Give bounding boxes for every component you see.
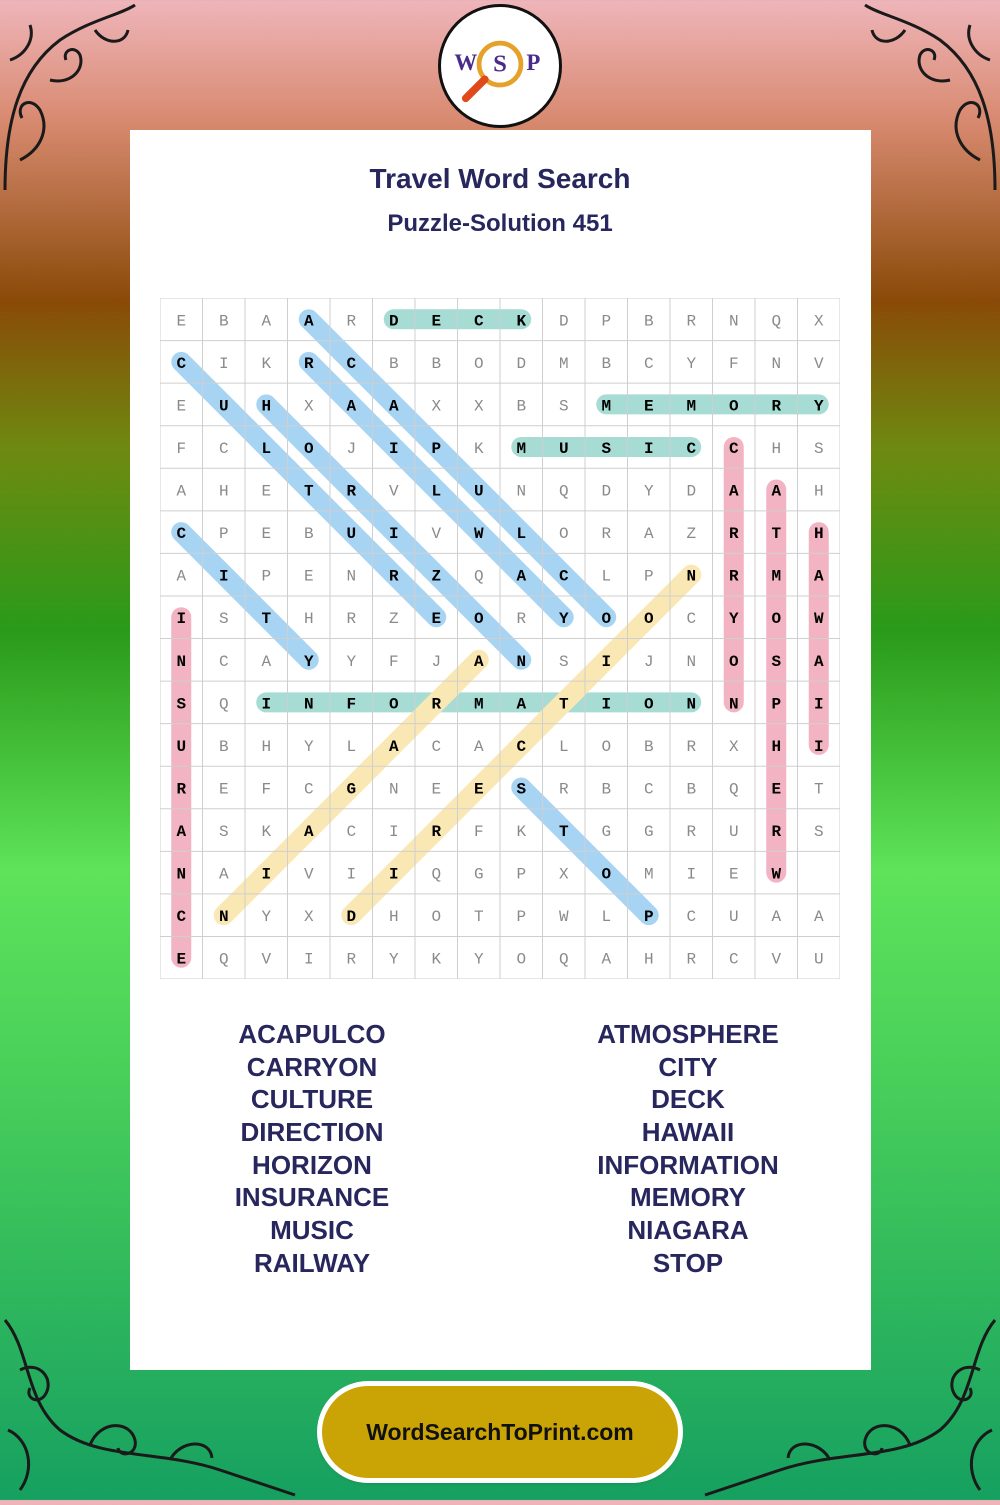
site-link-label: WordSearchToPrint.com — [366, 1418, 634, 1445]
grid-cell-letter: R — [558, 780, 569, 799]
grid-cell-letter: N — [686, 652, 697, 671]
grid-cell-letter: T — [473, 908, 484, 927]
grid-cell-letter: A — [473, 737, 484, 756]
grid-cell-letter: H — [261, 397, 272, 416]
grid-cell-letter: I — [388, 823, 399, 842]
word-list-item: INFORMATION — [597, 1149, 779, 1180]
grid-cell-letter: N — [728, 312, 739, 331]
grid-cell-letter: O — [388, 695, 399, 714]
grid-cell-letter: V — [261, 950, 272, 969]
grid-cell-letter: S — [771, 652, 782, 671]
grid-cell-letter: T — [813, 780, 824, 799]
grid-cell-letter: E — [771, 780, 782, 799]
grid-cell-letter: E — [218, 780, 229, 799]
grid-cell-letter: N — [388, 780, 399, 799]
grid-cell-letter: I — [601, 652, 612, 671]
word-list-item: CITY — [658, 1051, 718, 1082]
grid-cell-letter: P — [771, 695, 782, 714]
grid-cell-letter: E — [176, 950, 187, 969]
grid-cell-letter: X — [728, 737, 739, 756]
grid-cell-letter: A — [176, 823, 187, 842]
grid-cell-letter: W — [813, 610, 824, 629]
grid-cell-letter: V — [771, 950, 782, 969]
grid-cell-letter: O — [516, 950, 527, 969]
grid-cell-letter: O — [601, 865, 612, 884]
grid-cell-letter: R — [516, 610, 527, 629]
grid-cell-letter: N — [686, 567, 697, 586]
grid-cell-letter: A — [176, 482, 187, 501]
grid-cell-letter: F — [176, 439, 187, 458]
grid-cell-letter: P — [601, 312, 612, 331]
grid-cell-letter: S — [218, 610, 229, 629]
grid-cell-letter: U — [728, 908, 739, 927]
grid-cell-letter: Z — [431, 567, 442, 586]
grid-cell-letter: A — [728, 482, 739, 501]
word-list-item: STOP — [652, 1247, 724, 1278]
grid-cell-letter: Y — [346, 652, 357, 671]
grid-cell-letter: C — [643, 780, 654, 799]
grid-cell-letter: H — [388, 908, 399, 927]
grid-cell-letter: N — [728, 695, 739, 714]
grid-cell-letter: O — [558, 525, 569, 544]
grid-cell-letter: K — [473, 439, 484, 458]
grid-cell-letter: B — [643, 312, 654, 331]
grid-cell-letter: C — [686, 610, 697, 629]
grid-cell-letter: Y — [303, 652, 314, 671]
grid-cell-letter: A — [813, 652, 824, 671]
grid-cell-letter: L — [601, 567, 612, 586]
page-title: Travel Word Search — [369, 163, 631, 194]
grid-cell-letter: L — [261, 439, 272, 458]
grid-cell-letter: O — [473, 610, 484, 629]
grid-cell-letter: H — [813, 482, 824, 501]
grid-cell-letter: Q — [218, 950, 229, 969]
grid-cell-letter: Y — [558, 610, 569, 629]
grid-cell-letter: H — [643, 950, 654, 969]
grid-cell-letter: A — [813, 908, 824, 927]
grid-cell-letter: A — [771, 908, 782, 927]
grid-cell-letter: C — [176, 525, 187, 544]
grid-cell-letter: X — [813, 312, 824, 331]
word-search-grid — [160, 298, 840, 979]
grid-cell-letter: R — [346, 610, 357, 629]
grid-cell-letter: U — [728, 823, 739, 842]
logo-letter-w: W — [454, 49, 478, 75]
grid-cell-letter: W — [771, 865, 782, 884]
grid-cell-letter: B — [388, 354, 399, 373]
grid-cell-letter: A — [176, 567, 187, 586]
grid-cell-letter: F — [728, 354, 739, 373]
grid-cell-letter: R — [388, 567, 399, 586]
grid-cell-letter: X — [303, 908, 314, 927]
grid-cell-letter: B — [643, 737, 654, 756]
word-list-item: CULTURE — [250, 1084, 374, 1115]
grid-cell-letter: Q — [218, 695, 229, 714]
grid-cell-letter: Q — [558, 950, 569, 969]
word-list-item: HORIZON — [252, 1149, 372, 1180]
grid-cell-letter: J — [431, 652, 442, 671]
grid-cell-letter: O — [728, 397, 739, 416]
word-list-item: DIRECTION — [240, 1117, 384, 1148]
grid-cell-letter: M — [558, 354, 569, 373]
grid-cell-letter: N — [686, 695, 697, 714]
grid-cell-letter: J — [346, 439, 357, 458]
grid-cell-letter: E — [473, 780, 484, 799]
grid-cell-letter: N — [218, 908, 229, 927]
grid-cell-letter: M — [643, 865, 654, 884]
grid-cell-letter: K — [431, 950, 442, 969]
grid-cell-letter: R — [176, 780, 187, 799]
grid-cell-letter: M — [686, 397, 697, 416]
grid-cell-letter: G — [346, 780, 357, 799]
grid-cell-letter: L — [558, 737, 569, 756]
grid-cell-letter: Y — [813, 397, 824, 416]
grid-cell-letter: R — [346, 312, 357, 331]
grid-cell-letter: E — [261, 482, 272, 501]
grid-cell-letter: A — [388, 397, 399, 416]
grid-cell-letter: U — [813, 950, 824, 969]
grid-cell-letter: H — [261, 737, 272, 756]
grid-cell-letter: E — [176, 397, 187, 416]
grid-cell-letter: I — [218, 354, 229, 373]
grid-cell-letter: U — [218, 397, 229, 416]
grid-cell-letter: T — [303, 482, 314, 501]
grid-cell-letter: E — [303, 567, 314, 586]
grid-cell-letter: S — [516, 780, 527, 799]
grid-cell-letter: A — [218, 865, 229, 884]
grid-cell-letter: S — [813, 823, 824, 842]
grid-cell-letter: L — [516, 525, 527, 544]
grid-cell-letter: B — [218, 312, 229, 331]
grid-cell-letter: Y — [686, 354, 697, 373]
grid-cell-letter: R — [728, 525, 739, 544]
grid-cell-letter: O — [771, 610, 782, 629]
word-list-item: HAWAII — [641, 1117, 735, 1148]
grid-cell-letter: E — [728, 865, 739, 884]
grid-cell-letter: I — [686, 865, 697, 884]
grid-cell-letter: S — [176, 695, 187, 714]
word-list-item: CARRYON — [246, 1051, 378, 1082]
grid-cell-letter: A — [473, 652, 484, 671]
grid-cell-letter: K — [261, 823, 272, 842]
grid-cell-letter: A — [771, 482, 782, 501]
grid-cell-letter: E — [643, 397, 654, 416]
grid-cell-letter: P — [218, 525, 229, 544]
page-subtitle: Puzzle-Solution 451 — [387, 210, 613, 237]
grid-cell-letter: S — [601, 439, 612, 458]
grid-cell-letter: R — [303, 354, 314, 373]
grid-cell-letter: A — [516, 567, 527, 586]
grid-cell-letter: G — [643, 823, 654, 842]
grid-cell-letter: H — [303, 610, 314, 629]
grid-cell-letter: Y — [643, 482, 654, 501]
site-link-button[interactable] — [322, 1386, 678, 1478]
grid-cell-letter: E — [431, 780, 442, 799]
grid-cell-letter: Y — [388, 950, 399, 969]
grid-cell-letter: C — [218, 439, 229, 458]
grid-cell-letter: W — [558, 908, 569, 927]
grid-cell-letter: I — [218, 567, 229, 586]
grid-cell-letter: B — [686, 780, 697, 799]
grid-cell-letter: B — [218, 737, 229, 756]
grid-cell-letter: S — [558, 397, 569, 416]
grid-cell-letter: J — [643, 652, 654, 671]
grid-cell-letter: B — [516, 397, 527, 416]
grid-cell-letter: I — [346, 865, 357, 884]
grid-cell-letter: N — [516, 482, 527, 501]
grid-cell-letter: A — [261, 312, 272, 331]
grid-cell-letter: I — [601, 695, 612, 714]
grid-cell-letter: A — [303, 823, 314, 842]
grid-cell-letter: A — [516, 695, 527, 714]
grid-cell-letter: O — [728, 652, 739, 671]
grid-cell-letter: R — [686, 950, 697, 969]
grid-cell-letter: T — [261, 610, 272, 629]
grid-cell-letter: U — [558, 439, 569, 458]
grid-cell-letter: X — [303, 397, 314, 416]
word-list-item: NIAGARA — [627, 1215, 749, 1246]
grid-cell-letter: U — [346, 525, 357, 544]
grid-cell-letter: R — [771, 823, 782, 842]
grid-cell-letter: Y — [303, 737, 314, 756]
word-list-item: MEMORY — [629, 1182, 747, 1213]
grid-cell-letter: D — [388, 312, 399, 331]
grid-cell-letter: I — [813, 737, 824, 756]
grid-cell-letter: U — [473, 482, 484, 501]
grid-cell-letter: F — [473, 823, 484, 842]
word-list-item: ATMOSPHERE — [597, 1019, 779, 1049]
grid-cell-letter: N — [346, 567, 357, 586]
grid-cell-letter: H — [813, 525, 824, 544]
word-list-item: MUSIC — [270, 1215, 354, 1246]
grid-cell-letter: F — [346, 695, 357, 714]
grid-cell-letter: C — [303, 780, 314, 799]
grid-cell-letter: P — [516, 908, 527, 927]
grid-cell-letter: A — [388, 737, 399, 756]
grid-cell-letter: A — [261, 652, 272, 671]
grid-cell-letter: P — [261, 567, 272, 586]
grid-cell-letter: R — [686, 737, 697, 756]
grid-cell-letter: B — [601, 780, 612, 799]
grid-cell-letter: S — [813, 439, 824, 458]
grid-cell-letter: M — [473, 695, 484, 714]
grid-cell-letter: Q — [473, 567, 484, 586]
grid-cell-letter: L — [431, 482, 442, 501]
grid-cell-letter: M — [516, 439, 527, 458]
grid-cell-letter: O — [303, 439, 314, 458]
word-list-item: DECK — [651, 1084, 725, 1115]
grid-cell-letter: R — [346, 950, 357, 969]
grid-cell-letter: R — [686, 823, 697, 842]
grid-cell-letter: N — [176, 652, 187, 671]
grid-cell-letter: O — [601, 737, 612, 756]
grid-cell-letter: H — [771, 737, 782, 756]
grid-cell-letter: B — [431, 354, 442, 373]
grid-cell-letter: P — [516, 865, 527, 884]
grid-cell-letter: C — [686, 439, 697, 458]
grid-cell-letter: R — [728, 567, 739, 586]
logo-letter-s: S — [493, 50, 507, 78]
grid-cell-letter: Y — [473, 950, 484, 969]
grid-cell-letter: V — [388, 482, 399, 501]
grid-cell-letter: C — [346, 354, 357, 373]
grid-cell-letter: L — [601, 908, 612, 927]
grid-cell-letter: S — [558, 652, 569, 671]
grid-cell-letter: I — [388, 439, 399, 458]
grid-cell-letter: I — [643, 439, 654, 458]
grid-cell-letter: T — [558, 695, 569, 714]
grid-cell-letter: I — [261, 865, 272, 884]
grid-cell-letter: G — [601, 823, 612, 842]
grid-cell-letter: H — [771, 439, 782, 458]
grid-cell-letter: T — [558, 823, 569, 842]
grid-cell-letter: P — [643, 567, 654, 586]
grid-cell-letter: Q — [558, 482, 569, 501]
grid-cell-letter: O — [601, 610, 612, 629]
grid-cell-letter: W — [473, 525, 484, 544]
grid-cell-letter: X — [431, 397, 442, 416]
grid-cell-letter: Q — [728, 780, 739, 799]
grid-cell-letter: C — [516, 737, 527, 756]
grid-cell-letter: R — [771, 397, 782, 416]
grid-cell-letter: C — [218, 652, 229, 671]
grid-cell-letter: A — [303, 312, 314, 331]
grid-cell-letter: D — [558, 312, 569, 331]
grid-cell-letter: C — [176, 354, 187, 373]
grid-cell-letter: U — [176, 737, 187, 756]
grid-cell-letter: C — [473, 312, 484, 331]
grid-cell-letter: R — [431, 695, 442, 714]
grid-cell-letter: R — [346, 482, 357, 501]
word-list-right — [538, 1018, 838, 1280]
grid-cell-letter: R — [601, 525, 612, 544]
grid-cell-letter: O — [431, 908, 442, 927]
grid-cell-letter: V — [813, 354, 824, 373]
grid-cell-letter: M — [771, 567, 782, 586]
grid-cell-letter: K — [516, 823, 527, 842]
grid-cell-letter: N — [303, 695, 314, 714]
grid-cell-letter: A — [346, 397, 357, 416]
grid-cell-letter: R — [431, 823, 442, 842]
magnifier-handle-icon — [466, 79, 485, 98]
grid-cell-letter: N — [516, 652, 527, 671]
grid-cell-letter: I — [388, 525, 399, 544]
grid-cell-letter: O — [473, 354, 484, 373]
grid-cell-letter: Z — [686, 525, 697, 544]
grid-cell-letter: I — [303, 950, 314, 969]
grid-cell-letter: N — [771, 354, 782, 373]
grid-cell-letter: E — [431, 610, 442, 629]
grid-cell-letter: A — [643, 525, 654, 544]
grid-cell-letter: P — [431, 439, 442, 458]
word-list-item: RAILWAY — [253, 1247, 371, 1278]
word-list-item: ACAPULCO — [238, 1019, 386, 1049]
grid-cell-letter: D — [516, 354, 527, 373]
grid-cell-letter: C — [643, 354, 654, 373]
grid-cell-letter: H — [218, 482, 229, 501]
grid-cell-letter: D — [686, 482, 697, 501]
grid-cell-letter: M — [601, 397, 612, 416]
grid-cell-letter: F — [261, 780, 272, 799]
grid-cell-letter: K — [261, 354, 272, 373]
grid-cell-letter: B — [303, 525, 314, 544]
grid-cell-letter: Y — [261, 908, 272, 927]
grid-cell-letter: C — [728, 439, 739, 458]
grid-cell-letter: Z — [388, 610, 399, 629]
grid-cell-letter: C — [558, 567, 569, 586]
grid-cell-letter: N — [176, 865, 187, 884]
grid-cell-letter: L — [346, 737, 357, 756]
grid-cell-letter: I — [388, 865, 399, 884]
grid-cell-letter: I — [176, 610, 187, 629]
grid-cell-letter: I — [813, 695, 824, 714]
grid-cell-letter: I — [261, 695, 272, 714]
grid-cell-letter: K — [516, 312, 527, 331]
grid-cell-letter: V — [431, 525, 442, 544]
grid-cell-letter: A — [813, 567, 824, 586]
grid-cell-letter: E — [176, 312, 187, 331]
grid-cell-letter: S — [218, 823, 229, 842]
grid-cell-letter: X — [473, 397, 484, 416]
grid-cell-letter: D — [346, 908, 357, 927]
grid-cell-letter: P — [643, 908, 654, 927]
logo-letter-p: P — [526, 49, 541, 75]
grid-cell-letter: Y — [728, 610, 739, 629]
grid-cell-letter: A — [601, 950, 612, 969]
grid-cell-letter: C — [346, 823, 357, 842]
grid-cell-letter: Q — [431, 865, 442, 884]
grid-cell-letter: G — [473, 865, 484, 884]
grid-cell-letter: V — [303, 865, 314, 884]
word-list-left — [162, 1018, 462, 1280]
grid-cell-letter: O — [643, 610, 654, 629]
grid-cell-letter: O — [643, 695, 654, 714]
grid-cell-letter: E — [431, 312, 442, 331]
grid-cell-letter: E — [261, 525, 272, 544]
grid-cell-letter: X — [558, 865, 569, 884]
grid-cell-letter: D — [601, 482, 612, 501]
grid-cell-letter: T — [771, 525, 782, 544]
grid-cell-letter: C — [431, 737, 442, 756]
grid-cell-letter: Q — [771, 312, 782, 331]
grid-cell-letter: C — [728, 950, 739, 969]
grid-cell-letter: B — [601, 354, 612, 373]
grid-cell-letter: C — [176, 908, 187, 927]
word-list-item: INSURANCE — [234, 1182, 390, 1213]
wsp-logo[interactable] — [438, 4, 562, 128]
grid-cell-letter: F — [388, 652, 399, 671]
grid-cell-letter: C — [686, 908, 697, 927]
grid-cell-letter: R — [686, 312, 697, 331]
